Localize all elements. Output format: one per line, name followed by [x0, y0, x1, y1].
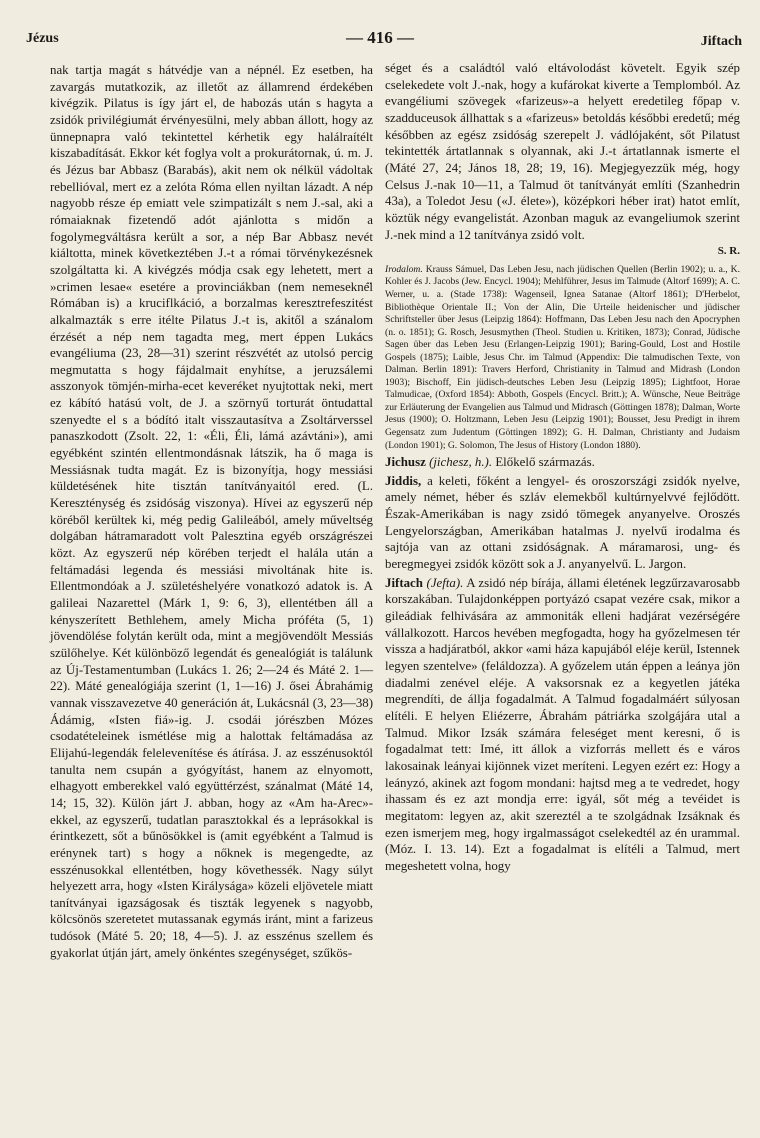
headword-gloss: (Jefta). [426, 575, 464, 590]
entry-jichusz [385, 454, 740, 471]
references-block [385, 264, 740, 452]
headword: Jiddis, [385, 473, 422, 488]
jezus-article-continuation: nak tartja magát s hátvédje van a népnél. Ez esetben, ha zavargás mutatkozik, az illetőt az államrend érdekében kivégzik. Pilatus is így járt el, de habozás után s hagyta a zsidók privilégiumát érvényesülni, mely abban állott, hogy az ünnepnapra való tekintettel kérhetik egy halálraítélt kiszabadítását. Ekkor két foglya volt a prokurátornak, ú. m. J. és Jézus bar Abbasz (Barabás), akit nem ok nélkül vádoltak rebellióval, mert ez a zelóta Róma ellen nyiltan lázadt. A nép nagyobb része ép emiatt vele szimpatizált s nem J.-sal, aki a rómaiaknak fizetendő adót ajánlotta s midőn a fogolymegváltásra került a sor, a nép Bar Abbasz nevét kiáltotta, minek következtében J.-t a római törvénykezésnek szolgáltatta ki. A kivégzés módja csak egy lehetett, mert a »crimen lesae« esetére a provinciákban (nem nemesekné̈l Rómában is) a kruciflkáció, a borzalmas keresztrefeszitést alkalmazták s erre itélte Pilatus J.-t is, akitől a szánalom érzését a nép nem tagadta meg, mert éppen Lukács evangéliuma (23, 28—31) szerint részvétét az utolsó percig megmutatta s hogy fájdalmait enyhítse, a jeruzsálemi asszonyok tömjén-mirha-ecet keveréket nyujtottak neki, mert ez kábító hatású volt, de J. a szörnyű torturát öntudattal szenyedte el s a bódító italt visszautasítva a Zsoltárverssel panaszkodott (Zsolt. 22, 1: «Éli, Éli, lámá azávtáni»), ami egyébként szintén ellentmondásnak látszik, ha ő maga is Messiásnak tudta magát. Ez is bizonyítja, hogy messiási küldetésének hite tisztán tanítványaitól ered. (L. Kereszténység és zsidóság viszonya). Hívei az egyszerű nép köréből kerültek ki, még pedig Galileából, amely műveltség dolgában hátramaradott volt Palesztina egyéb országrészei közt. Az egyszerű nép körében terjedt el halála után a feltámadási legenda és messiási mivoltának hite is. Ellentmondóak a J. születéshelyére vonatkozó adatok is. A galileai Nazarettel (Márk 1, 9: 6, 3), ellentétben áll a kényszerített Bethlehem, amely Micha próféta (5, 1) jövendölése folytán került oda, mint a megjövendölt Messiás szülőhelye. Két különböző legendát és genealógiát is találunk az Új-Testamentumban (Lukács 1. 26; 2—24 és Máté 2. 1—22). Máté genealógiája szerint (1, 1—16) J. ősei Ábrahámig vannak visszavezetve 40 generáción át, Lukácsnál (3, 23—38) Ádámig, «Isten fiá»-ig. J. csodái jórészben Mózes csodatételeinek ismétlése mig a halottak feltámadása az Elijahú-legendák felelevenítése és átírása. J. az esszénusoktól tanulta nem csupán a gyógyítást, hanem az elnyomott, elhagyott emberekkel való együttérzést, szánalmat (Máté 14, 14; 15, 32). Külön járt J. abban, hogy az «Am ha-Arec»-ekkel, az egyszerű, tudatlan parasztokkal és a leprásokkal is érintkezett, sőt a bűnösökkel is (amit egyébként a Talmud is erénynek tart) s hogy a nőknek is megengedte, az esszénusokkal ellentétben, hogy követhessék. Nagy súlyt helyezett arra, hogy «Isten Királysága» közeli eljövetele miatt tanítványai igazságosak és tiszták legyenek s nagyobb, kölcsönös szeretetet mutassanak egymás iránt, mint a farizeus tudósok (Máté 5. 20; 18, 4—5). J. az esszénus szellem és gyakorlat útján járt, amely önkéntes szegénységet, szűkös- [50, 63, 373, 960]
references-label: Irodalom. [385, 263, 423, 275]
entry-text: Előkelő származás. [495, 455, 595, 470]
left-column [50, 62, 373, 961]
references-text: Krauss Sámuel, Das Leben Jesu, nach jüdischen Quellen (Berlin 1902); u. a., K. Kohler és J. Jacobs (Jew. Encycl. 1904); Mehlführer, Jesus im Talmude (Altorf 1699); A. C. Werner, u. a. (Stade 1738): Wagenseil, Ignea Satanae (Altorf 1861); D'Herbelot, Bibliothèque Orientale II.; Von der Alin, Die Urteile heidenischer und jüdischer Schriftsteller über Jesus (Leipzig 1864): Hoffmann, Das Leben Jesu nach den Apocryphen (n. o. 1851); G. Rosch, Jesusmythen (Theol. Studien u. Kritiken, 1873); Conrad, Jüdische Sagen über das Leben Jesu (Erlangen-Leipzig 1901); Baring-Gould, Lost and Hostile Gospels (1875); Laible, Jesus Chr. im Talmud (Appendix: Die talmudischen Texte, von Dalman. Berlin 1891): Travers Herford, Christianity in Talmud and Midrash (London 1903); Bischoff, Ein jüdisch-deutsches Leben Jesu (Leipzig 1895); Lightfoot, Horae Talmudicae, (Oxford 1854): Abboth, Gospels (Encycl. Britt.); A. Wünsche, Neue Beiträge zur Erläuterung der Evangelien aus Talmud und Midrasch (Göttingen 1878); Dalman, Worte Jesus (1900); O. Holtzmann, Leben Jesu (Leipzig 1901); Bousset, Jesu Predigt in ihrem Gegensatz zum Judentum (Göttingen 1892); G. H. Dalman, Christianty and Judaism (London 1901); G. Solomon, The Jesus of History (London 1880). [385, 263, 740, 451]
page-header [18, 28, 742, 50]
entry-jiddis [385, 473, 740, 573]
headword: Jichusz [385, 455, 426, 470]
entry-jiftach [385, 575, 740, 875]
right-column [385, 60, 740, 874]
jezus-article-end: séget és a családtól való eltávolodást követelt. Egyik szép cselekedete volt J.-nak, hogy a kufárokat kiverte a Templomból. Az evangéliumi szövegek «farizeus»-a helyett eredetileg főpap v. szadduceusok állhattak s a «farizeus» betoldás későbbi eredetű; még későbben az egész zsidóság szerepelt J. vádlójaként, sőt Pilatust tekintették ártatlannak s olyannak, aki J.-t ártatlannak ismerte el (Máté 27, 24; János 18, 28; 19, 16). Megjegyezzük még, hogy Celsus J.-nak 10—11, a Talmud öt tanítványát említi (Szanhedrin 43a), a Toledot Jesu («J. élete»), középkori héber irat) hatot említ, köztük négy evangelistát. Azonban maguk az evangeliumok szerint J.-nek mind a 12 tanítványa zsidó volt. [385, 61, 740, 242]
author-signature: S. R. [717, 245, 740, 258]
entry-text: A zsidó nép bírája, állami életének legzűrzavarosabb korszakában. Tulajdonképpen portyázó csapat vezére csak, mikor a gileádiak felhivására az ammoniták elleni hadjárat vezérségére vállalkozott. Harcos hevében megfogadta, hogy ha győzelmesen tér vissza a hadjáratból, akkor «ami háza kapujából eléje kerül, Istennek legyen szentelve» (feláldozza). A győzelem után éppen a leánya jön diadalmi zenével eléje. A vaksorsnak ez a kegyetlen játéka megrendíti, de állja fogadalmát. A Talmud fogadalmáért súlyosan elítéli. E helyen Eliézerre, Ábrahám pátriárka szolgájára utal a Talmud. Mikor Izsák számára feleséget ment keresni, ő is fogadalmat tett: Imé, itt állok a vizforrás mellett és e város lakosainak leányai kijönnek vizet meríteni. Legyen ezért ez: Hogy a leányzó, akinek azt fogom mondani: hajtsd meg a te vedredet, hogy ihassam és ez azt mondja erre: igyál, sőt még a tevéidet is megitatom: legyen az, akit szereztél a te szolgádnak Izsáknak és ezen ismerjem meg, hogy irgalmasságot cselekedtél az én urammal. (Móz. I. 13. 14). Ezt a fogadalmat is elítéli a Talmud, mert megeshetett volna, hogy [385, 575, 740, 873]
running-head-right: Jiftach [700, 34, 742, 49]
entry-text: a keleti, főként a lengyel- és oroszországi zsidók nyelve, amely német, héber és szláv elemekből kultúrnyelvvé fejlődött. Észak-Amerikában is nagy zsidó tömegek anyanyelve. Oroszés Lengyelországban, Amerikában hatalmas J. nyelvű irodalma és sajtója van az ottani zsidóságnak. A máramarosi, ung- és beregmegyei zsidók között sok a J. anyanyelvű. L. Jargon. [385, 473, 740, 572]
running-head-left: Jézus [26, 31, 59, 46]
headword-gloss: (jichesz, h.). [429, 455, 493, 470]
headword: Jiftach [385, 575, 423, 590]
page-number: — 416 — [346, 28, 414, 47]
